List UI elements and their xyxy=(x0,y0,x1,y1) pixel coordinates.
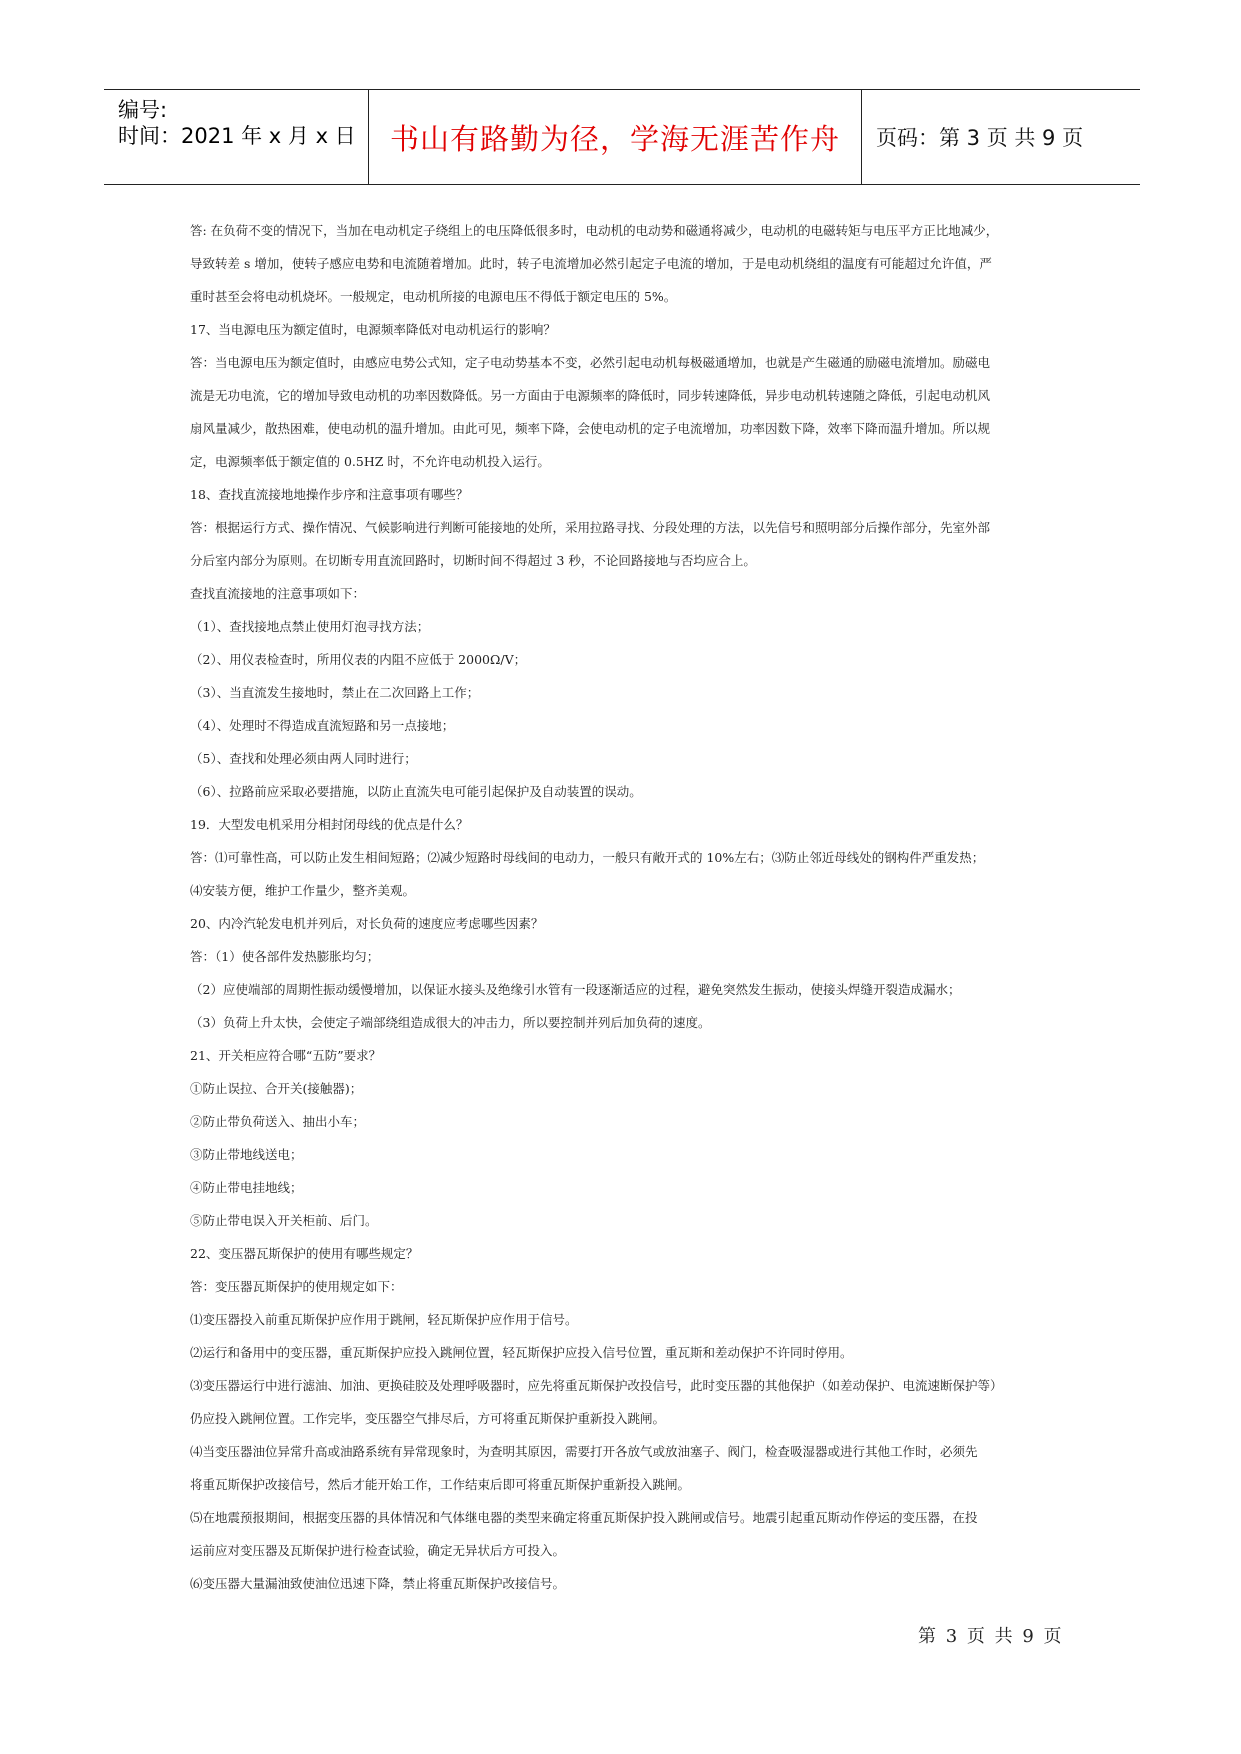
text-line: 仍应投入跳闸位置。工作完毕，变压器空气排尽后，方可将重瓦斯保护重新投入跳闸。 xyxy=(190,1411,666,1426)
text-line: 流是无功电流，它的增加导致电动机的功率因数降低。另一方面由于电源频率的降低时，同步转速降低，异步电动机转速随之降低，引起电动机风 xyxy=(190,388,991,403)
text-line: ⑴变压器投入前重瓦斯保护应作用于跳闸，轻瓦斯保护应作用于信号。 xyxy=(190,1312,578,1327)
text-line: 答：根据运行方式、操作情况、气候影响进行判断可能接地的处所，采用拉路寻找、分段处理的方法，以先信号和照明部分后操作部分，先室外部 xyxy=(190,520,991,535)
text-line: 查找直流接地的注意事项如下： xyxy=(190,586,366,601)
header-page-code: 页码：第 3 页 共 9 页 xyxy=(876,126,1084,150)
header-slogan: 书山有路勤为径，学海无涯苦作舟 xyxy=(389,121,840,156)
text-line: ②防止带负荷送入、抽出小车； xyxy=(190,1114,366,1129)
text-line: ⑸在地震预报期间，根据变压器的具体情况和气体继电器的类型来确定将重瓦斯保护投入跳闸或信号。地震引起重瓦斯动作停运的变压器，在投 xyxy=(190,1510,978,1525)
text-line: 18、查找直流接地地操作步序和注意事项有哪些？ xyxy=(190,487,469,502)
text-line: 重时甚至会将电动机烧坏。一般规定，电动机所接的电源电压不得低于额定电压的 5%。 xyxy=(190,289,677,304)
text-line: ⑶变压器运行中进行滤油、加油、更换硅胶及处理呼吸器时，应先将重瓦斯保护改投信号，此时变压器的其他保护（如差动保护、电流速断保护等） xyxy=(190,1378,1003,1393)
text-line: （3）负荷上升太快，会使定子端部绕组造成很大的冲击力，所以要控制并列后加负荷的速度。 xyxy=(190,1015,711,1030)
text-line: ③防止带地线送电； xyxy=(190,1147,303,1162)
text-line: 定，电源频率低于额定值的 0.5HZ 时，不允许电动机投入运行。 xyxy=(190,454,550,469)
text-line: ⑷当变压器油位异常升高或油路系统有异常现象时，为查明其原因，需要打开各放气或放油塞子、阀门，检查吸湿器或进行其他工作时，必须先 xyxy=(190,1444,978,1459)
text-line: 17、当电源电压为额定值时，电源频率降低对电动机运行的影响？ xyxy=(190,322,556,337)
text-line: 答：（1）使各部件发热膨胀均匀； xyxy=(190,949,380,964)
text-line: 20、内冷汽轮发电机并列后，对长负荷的速度应考虑哪些因素？ xyxy=(190,916,544,931)
text-line: 21、开关柜应符合哪“五防”要求？ xyxy=(190,1048,382,1063)
text-line: ①防止误拉、合开关(接触器)； xyxy=(190,1081,363,1096)
text-line: ⑹变压器大量漏油致使油位迅速下降，禁止将重瓦斯保护改接信号。 xyxy=(190,1576,566,1591)
text-line: 答：⑴可靠性高，可以防止发生相间短路；⑵减少短路时母线间的电动力，一般只有敞开式的 10%左右；⑶防止邻近母线处的钢构件严重发热； xyxy=(190,850,985,865)
text-line: 答: 在负荷不变的情况下，当加在电动机定子绕组上的电压降低很多时，电动机的电动势和磁通将减少，电动机的电磁转矩与电压平方正比地减少， xyxy=(190,223,999,238)
text-line: 分后室内部分为原则。在切断专用直流回路时，切断时间不得超过 3 秒，不论回路接地与否均应合上。 xyxy=(190,553,756,568)
text-line: （2）应使端部的周期性振动缓慢增加，以保证水接头及绝缘引水管有一段逐渐适应的过程，避免突然发生振动，使接头焊缝开裂造成漏水； xyxy=(190,982,961,997)
header-page-cell xyxy=(862,90,1140,184)
page-footer: 第 3 页 共 9 页 xyxy=(918,1626,1064,1647)
text-line: 答：变压器瓦斯保护的使用规定如下： xyxy=(190,1279,403,1294)
text-line: 答：当电源电压为额定值时，由感应电势公式知，定子电动势基本不变，必然引起电动机每极磁通增加，也就是产生磁通的励磁电流增加。励磁电 xyxy=(190,355,991,370)
text-line: 导致转差 s 增加，使转子感应电势和电流随着增加。此时，转子电流增加必然引起定子电流的增加，于是电动机绕组的温度有可能超过允许值，严 xyxy=(190,256,992,271)
text-line: （2）、用仪表检查时，所用仪表的内阻不应低于 2000Ω/V； xyxy=(190,652,527,667)
text-line: 运前应对变压器及瓦斯保护进行检查试验，确定无异状后方可投入。 xyxy=(190,1543,566,1558)
text-line: （3）、当直流发生接地时，禁止在二次回路上工作； xyxy=(190,685,480,700)
text-line: ⑷安装方便，维护工作量少，整齐美观。 xyxy=(190,883,416,898)
text-line: ④防止带电挂地线； xyxy=(190,1180,303,1195)
text-line: （6）、拉路前应采取必要措施，以防止直流失电可能引起保护及自动装置的误动。 xyxy=(190,784,642,799)
text-line: ⑤防止带电误入开关柜前、后门。 xyxy=(190,1213,378,1228)
header-meta-cell xyxy=(104,90,369,184)
document-time-label: 时间：2021 年 x 月 x 日 xyxy=(118,124,356,148)
text-line: （1）、查找接地点禁止使用灯泡寻找方法； xyxy=(190,619,430,634)
document-number-label: 编号: xyxy=(118,98,168,122)
text-line: 22、变压器瓦斯保护的使用有哪些规定？ xyxy=(190,1246,419,1261)
text-line: （4）、处理时不得造成直流短路和另一点接地； xyxy=(190,718,455,733)
text-line: 将重瓦斯保护改接信号，然后才能开始工作，工作结束后即可将重瓦斯保护重新投入跳闸。 xyxy=(190,1477,691,1492)
document-body xyxy=(190,214,1070,1600)
document-header xyxy=(104,89,1140,185)
text-line: 扇风量减少，散热困难，使电动机的温升增加。由此可见，频率下降，会使电动机的定子电流增加，功率因数下降，效率下降而温升增加。所以规 xyxy=(190,421,991,436)
text-line: ⑵运行和备用中的变压器，重瓦斯保护应投入跳闸位置，轻瓦斯保护应投入信号位置，重瓦斯和差动保护不许同时停用。 xyxy=(190,1345,853,1360)
text-line: 19．大型发电机采用分相封闭母线的优点是什么？ xyxy=(190,817,469,832)
header-slogan-cell xyxy=(369,90,862,184)
text-line: （5）、查找和处理必须由两人同时进行； xyxy=(190,751,417,766)
